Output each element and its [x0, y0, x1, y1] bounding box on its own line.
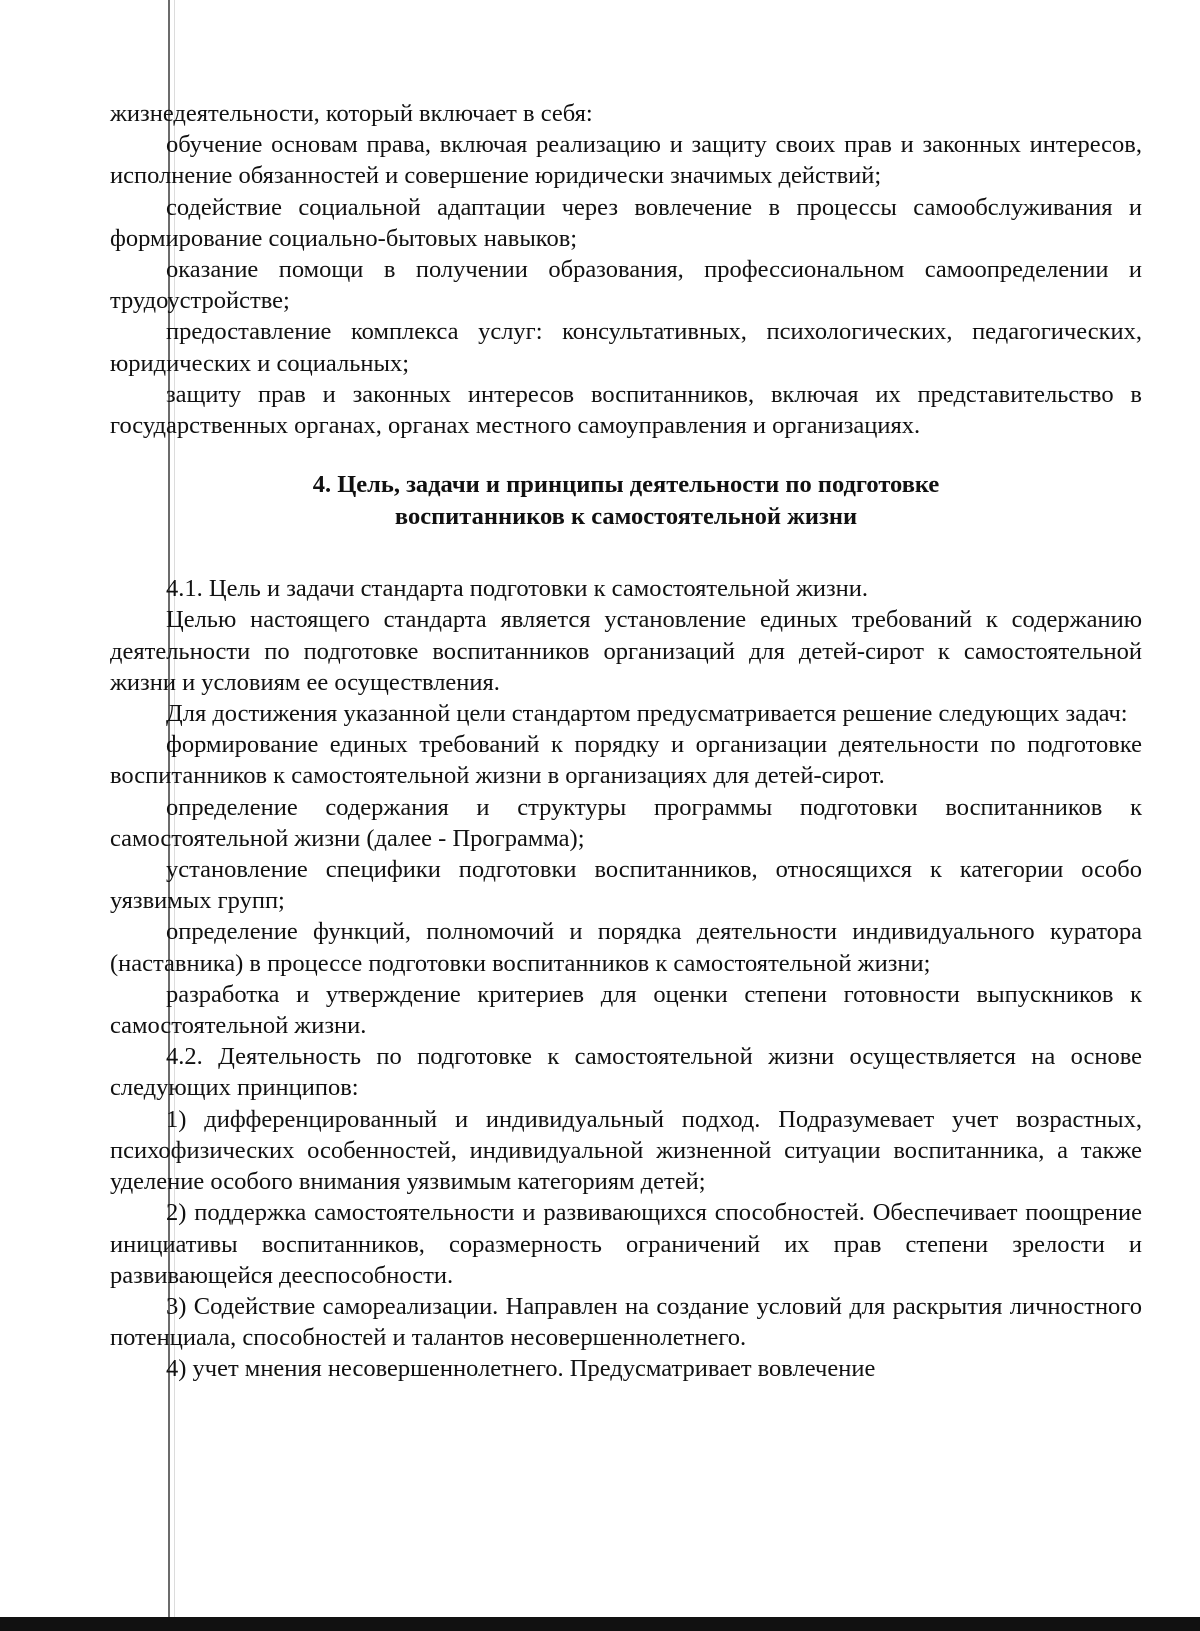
spacer: [110, 533, 1142, 573]
paragraph: 1) дифференцированный и индивидуальный подход. Подразумевает учет возрастных, психофизических особенностей, индивидуальной жизненной ситуации воспитанника, а также уделение особого внимания уязвимым категориям детей;: [110, 1105, 1142, 1196]
paragraph: Для достижения указанной цели стандартом предусматривается решение следующих задач:: [166, 700, 1128, 728]
paragraph: разработка и утверждение критериев для оценки степени готовности выпускников к самостоятельной жизни.: [110, 980, 1142, 1040]
section-heading-line: 4. Цель, задачи и принципы деятельности по подготовке: [312, 471, 940, 499]
paragraph: предоставление комплекса услуг: консультативных, психологических, педагогических, юридических и социальных;: [110, 318, 1142, 377]
scan-bottom-edge: [0, 1617, 1200, 1631]
paragraph: содействие социальной адаптации через вовлечение в процессы самообслуживания и формирование социально-бытовых навыков;: [110, 193, 1142, 252]
paragraph: оказание помощи в получении образования, профессиональном самоопределении и трудоустройстве;: [110, 256, 1142, 315]
paragraph: установление специфики подготовки воспитанников, относящихся к категории особо уязвимых групп;: [110, 856, 1142, 915]
paragraph: определение функций, полномочий и порядка деятельности индивидуального куратора (наставника) в процессе подготовки воспитанников к самостоятельной жизни;: [110, 918, 1142, 977]
paragraph: 2) поддержка самостоятельности и развивающихся способностей. Обеспечивает поощрение инициативы воспитанников, соразмерность ограничений их прав степени зрелости и развивающейся дееспособности.: [110, 1199, 1142, 1289]
paragraph: 4) учет мнения несовершеннолетнего. Предусматривает вовлечение: [166, 1355, 876, 1383]
section-heading-line: воспитанников к самостоятельной жизни: [394, 503, 858, 531]
paragraph: Целью настоящего стандарта является установление единых требований к содержанию деятельности по подготовке воспитанников организаций для детей-сирот к самостоятельной жизни и условиям ее осуществления.: [110, 606, 1142, 696]
paragraph: определение содержания и структуры программы подготовки воспитанников к самостоятельной жизни (далее - Программа);: [110, 793, 1142, 852]
paragraph: защиту прав и законных интересов воспитанников, включая их представительство в государственных органах, органах местного самоуправления и организациях.: [110, 380, 1142, 440]
section-heading: [110, 469, 1142, 533]
paragraph: формирование единых требований к порядку и организации деятельности по подготовке воспитанников к самостоятельной жизни в организациях для детей-сирот.: [110, 731, 1142, 790]
paragraph: 3) Содействие самореализации. Направлен на создание условий для раскрытия личностного потенциала, способностей и талантов несовершеннолетнего.: [110, 1292, 1142, 1352]
paragraph: 4.2. Деятельность по подготовке к самостоятельной жизни осуществляется на основе следующих принципов:: [110, 1043, 1142, 1102]
paragraph: жизнедеятельности, который включает в себя:: [110, 100, 593, 127]
document-body: [110, 98, 1142, 1385]
paragraph: обучение основам права, включая реализацию и защиту своих прав и законных интересов, исполнение обязанностей и совершение юридически значимых действий;: [110, 131, 1142, 190]
paragraph: 4.1. Цель и задачи стандарта подготовки к самостоятельной жизни.: [166, 575, 869, 603]
